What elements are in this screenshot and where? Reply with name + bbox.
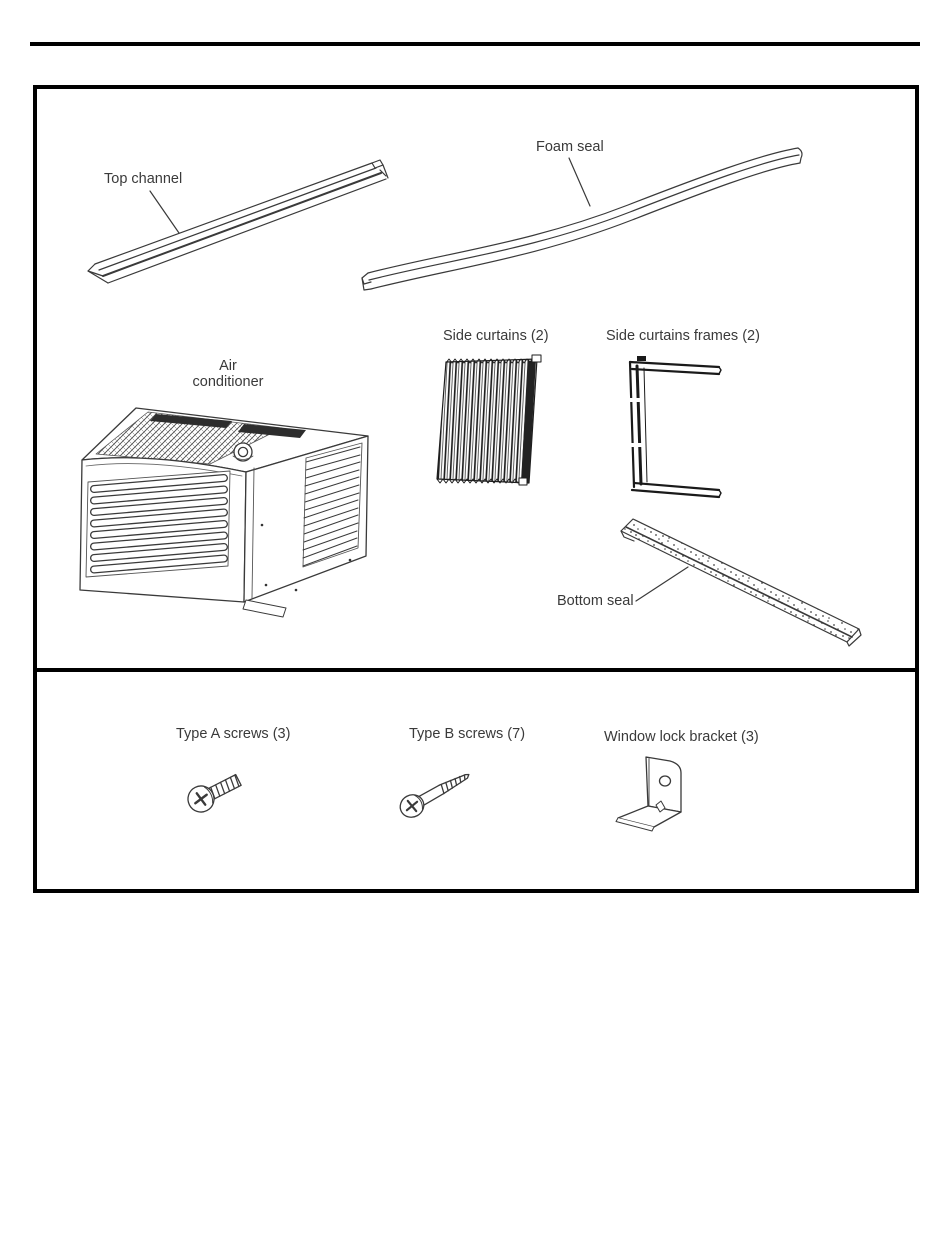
bottom-seal-label: Bottom seal: [557, 593, 634, 609]
foam-seal-drawing: [362, 148, 802, 290]
top-channel-label: Top channel: [104, 171, 183, 187]
foam-seal-leader-line: [569, 158, 590, 206]
air-conditioner-label: Air conditioner: [192, 358, 264, 390]
top-channel-leader-line: [150, 191, 179, 233]
window-lock-bracket-drawing: [616, 757, 681, 831]
type-a-screws-label: Type A screws (3): [176, 726, 291, 742]
side-curtains-label: Side curtains (2): [443, 328, 549, 344]
side-curtains-frame-drawing: [628, 356, 721, 497]
air-conditioner-drawing: [80, 408, 368, 617]
type-a-screw-drawing: [184, 768, 245, 816]
type-b-screw-drawing: [396, 765, 474, 822]
side-curtains-frames-label: Side curtains frames (2): [606, 328, 760, 344]
bottom-seal-leader-line: [636, 567, 688, 601]
window-lock-bracket-label: Window lock bracket (3): [604, 729, 759, 745]
side-curtains-drawing: [437, 355, 541, 485]
foam-seal-label: Foam seal: [536, 139, 604, 155]
bottom-seal-drawing: [621, 519, 861, 646]
type-b-screws-label: Type B screws (7): [409, 726, 526, 742]
